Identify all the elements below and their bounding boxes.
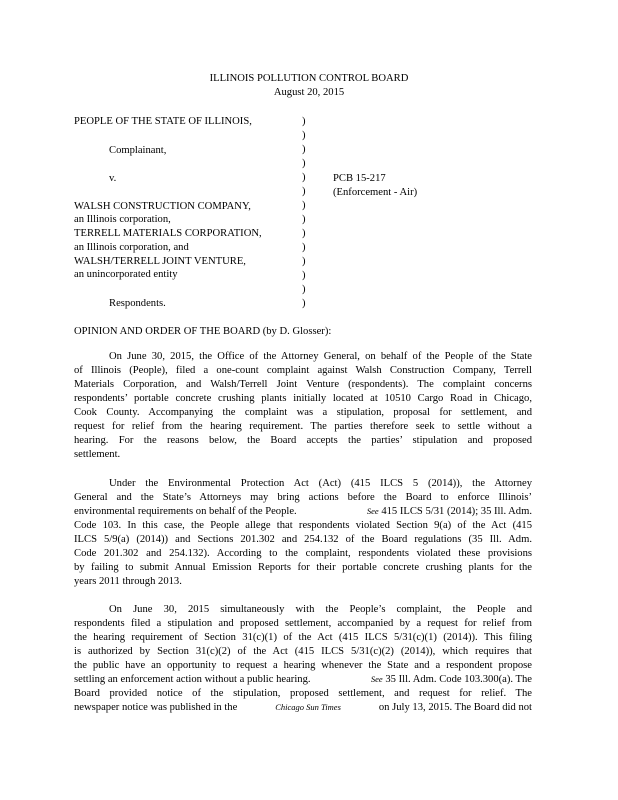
opinion-title: OPINION AND ORDER OF THE BOARD (by D. Glosser): (74, 326, 332, 337)
case-type: (Enforcement - Air) (333, 187, 418, 198)
respondent-line: WALSH/TERRELL JOINT VENTURE, (74, 256, 246, 267)
respondent-line: WALSH CONSTRUCTION COMPANY, (74, 201, 251, 212)
citation-signal: See (370, 674, 383, 684)
respondents-label: Respondents. (109, 298, 166, 309)
complainant-label: Complainant, (109, 145, 167, 156)
case-number: PCB 15-217 (333, 173, 386, 184)
respondent-line: an Illinois corporation, (74, 214, 171, 225)
respondent-line: an Illinois corporation, and (74, 242, 189, 253)
citation-signal: See (366, 506, 379, 516)
board-heading: ILLINOIS POLLUTION CONTROL BOARD (209, 73, 409, 84)
respondent-line: TERRELL MATERIALS CORPORATION, (74, 228, 262, 239)
versus-label: v. (109, 173, 117, 184)
document-page: ILLINOIS POLLUTION CONTROL BOARD August 20, 2015 PEOPLE OF THE STATE OF ILLINOIS, Complainant, v. PCB 15-217 (Enforcement - Air) WALSH CONSTRUCTION COMPANY, an Illinois corporation, TERRELL MATERIALS CORPORATION, an Illinois corporation, and WALSH/TERRELL JOINT VENTURE, an unincorporated entity Respondents. ) ) ) ) ) ) ) ) ) ) ) ) ) ) OPINION AND ORDER OF THE BOARD (by D. Glosser): On June 30, 2015, the Office of the Attorney General, on behalf of the People of the State of Illinois (People), filed a one-count complaint against Walsh Construction Company, Terrell Materials Corporation, and Walsh/Terrell Joint Venture (respondents). The complaint concerns respondents’ portable concrete crushing plants initially located at 10510 Cargo Road in Chicago, Cook County. Accompanying the complaint was a stipulation, proposal for settlement, and request for relief from the hearing requirement. The parties therefore seek to settle without a hearing. For the reasons below, the Board accepts the parties’ stipulation and proposed settlement. Under the Environmental Protection Act (Act) (415 ILCS 5 (2014)), the Attorney General and the State’s Attorneys may bring actions before the Board to enforce Illinois’ environmental requirements on behalf of the People. See 415 ILCS 5/31 (2014); 35 Ill. Adm. Code 103. In this case, the People allege that respondents violated Section 9(a) of the Act (415 ILCS 5/9(a) (2014)) and Sections 201.302 and 254.132 of the Board regulations (35 Ill. Adm. Code 201.302 and 254.132). According to the complaint, respondents violated these provisions by failing to submit Annual Emission Reports for their portable concrete crushing plants for the years 2011 through 2013. On June 30, 2015 simultaneously with the People’s complaint, the People and respondents filed a stipulation and proposed settlement, accompanied by a request for relief from the hearing requirement of Section 31(c)(1) of the Act (415 ILCS 5/31(c)(1) (2014)). This filing is authorized by Section 31(c)(2) of the Act (415 ILCS 5/31(c)(2) (2014)), which requires that the public have an opportunity to request a hearing whenever the State and a respondent propose settling an enforcement action without a public hearing. See 35 Ill. Adm. Code 103.300(a). The Board provided notice of the stipulation, proposed settlement, and request for relief. The newspaper notice was published in the Chicago Sun Times on July 13, 2015. The Board did not (0, 0, 618, 800)
respondent-line: an unincorporated entity (74, 269, 178, 280)
order-date: August 20, 2015 (273, 87, 345, 98)
newspaper-name: Chicago Sun Times (275, 702, 341, 712)
complainant-name: PEOPLE OF THE STATE OF ILLINOIS, (74, 116, 252, 127)
